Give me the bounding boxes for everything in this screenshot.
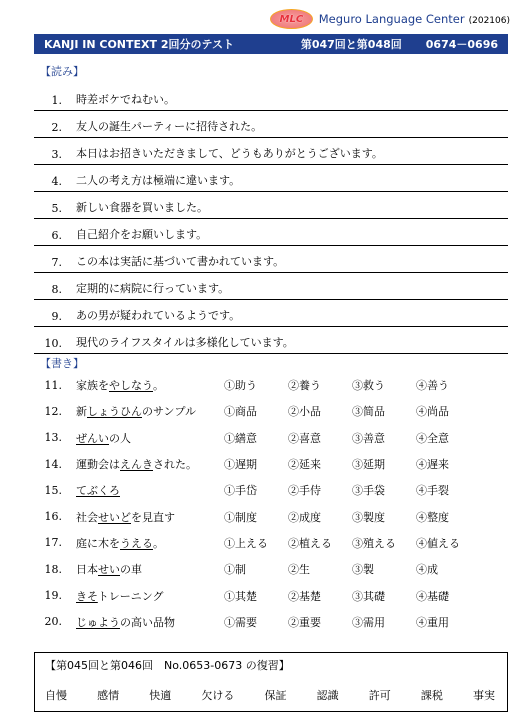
writing-item <box>34 425 508 451</box>
reading-item <box>34 219 508 246</box>
answer-option: ①遅期 <box>224 458 257 472</box>
review-words <box>45 687 495 703</box>
answer-option: ①上える <box>224 536 268 550</box>
writing-question <box>76 430 224 446</box>
item-number: 11. <box>44 378 62 392</box>
answer-option: ①需要 <box>224 615 257 629</box>
answer-option: ④手裂 <box>416 484 449 498</box>
title-left: KANJI IN CONTEXT 2回分のテスト <box>44 38 235 51</box>
question-target: せいど <box>98 510 131 524</box>
review-word: 事実 <box>473 689 495 702</box>
title-bar <box>34 34 508 54</box>
question-prefix: 家族を <box>76 379 109 393</box>
question-suffix: 。 <box>153 536 164 550</box>
answer-option: ①其楚 <box>224 589 257 603</box>
question-suffix: の車 <box>120 563 142 577</box>
review-word: 感情 <box>97 689 120 702</box>
answer-option: ③救う <box>352 379 385 393</box>
writing-question <box>76 377 224 393</box>
reading-sentence: 友人の誕生パーティーに招待された。 <box>76 120 263 133</box>
review-word: 認識 <box>316 689 339 702</box>
item-number: 20. <box>44 615 62 629</box>
item-number: 4. <box>51 175 62 188</box>
writing-item <box>34 582 508 608</box>
answer-option: ②延来 <box>288 458 321 472</box>
writing-item <box>34 477 508 503</box>
reading-item <box>34 138 508 165</box>
reading-sentence: 自己紹介をお願いします。 <box>76 228 208 241</box>
answer-option: ①助う <box>224 379 257 393</box>
question-target: ぜんい <box>76 431 109 445</box>
reading-sentence: この本は実話に基づいて書かれています。 <box>76 255 285 268</box>
question-prefix: 庭に木を <box>76 536 120 550</box>
reading-item <box>34 246 508 273</box>
reading-list <box>34 84 508 354</box>
item-number: 1. <box>51 94 62 107</box>
question-target: やしなう <box>109 379 153 393</box>
review-word: 自慢 <box>45 689 67 702</box>
question-prefix: 新 <box>76 405 87 419</box>
question-suffix: 。 <box>153 379 164 393</box>
header <box>270 8 510 30</box>
item-number: 10. <box>44 337 62 350</box>
item-number: 2. <box>51 121 62 134</box>
answer-option: ③製 <box>352 563 374 577</box>
reading-item <box>34 327 508 354</box>
answer-option: ①繕意 <box>224 431 257 445</box>
mlc-logo: MLC <box>270 9 313 29</box>
answer-option: ③殖える <box>352 536 396 550</box>
item-number: 13. <box>44 431 62 445</box>
reading-sentence: 新しい食器を買いました。 <box>76 201 208 214</box>
question-target: じゅよう <box>76 615 120 629</box>
answer-option: ②小品 <box>288 405 321 419</box>
writing-question <box>76 614 224 630</box>
answer-option: ④整度 <box>416 510 449 524</box>
item-number: 7. <box>51 256 62 269</box>
answer-option: ②生 <box>288 563 310 577</box>
writing-item <box>34 398 508 424</box>
writing-question <box>76 456 224 472</box>
item-number: 12. <box>44 404 62 418</box>
writing-question <box>76 509 224 525</box>
answer-option: ④基礎 <box>416 589 449 603</box>
reading-item <box>34 192 508 219</box>
item-number: 8. <box>51 283 62 296</box>
answer-option: ④尚品 <box>416 405 449 419</box>
question-target: うえる <box>120 536 153 550</box>
answer-option: ③其礎 <box>352 589 385 603</box>
answer-option: ①商品 <box>224 405 257 419</box>
writing-item <box>34 609 508 635</box>
question-prefix: 社会 <box>76 510 98 524</box>
answer-option: ③善意 <box>352 431 385 445</box>
review-word: 快適 <box>149 689 172 702</box>
title-range: 0674－0696 <box>425 38 498 51</box>
answer-option: ②重要 <box>288 615 321 629</box>
question-target: しょうひん <box>87 405 142 419</box>
org-code: (202106) <box>468 16 510 26</box>
review-word: 課税 <box>420 689 443 702</box>
answer-option: ②手侍 <box>288 484 321 498</box>
review-word: 欠ける <box>201 689 235 702</box>
answer-option: ②成度 <box>288 510 321 524</box>
reading-sentence: 二人の考え方は極端に違います。 <box>76 174 241 187</box>
question-target: えんき <box>120 458 153 472</box>
reading-item <box>34 165 508 192</box>
answer-option: ④成 <box>416 563 438 577</box>
answer-option: ②養う <box>288 379 321 393</box>
writing-item <box>34 530 508 556</box>
question-suffix: の高い品物 <box>120 615 175 629</box>
question-prefix: 運動会は <box>76 458 120 472</box>
answer-option: ①制 <box>224 563 246 577</box>
item-number: 17. <box>44 536 62 550</box>
answer-option: ③延期 <box>352 458 385 472</box>
writing-question <box>76 535 224 551</box>
question-suffix: を見直す <box>131 510 175 524</box>
item-number: 5. <box>51 202 62 215</box>
writing-item <box>34 372 508 398</box>
answer-option: ④値える <box>416 536 460 550</box>
answer-option: ③手袋 <box>352 484 385 498</box>
review-word: 許可 <box>368 689 391 702</box>
writing-question <box>76 482 224 498</box>
question-suffix: の人 <box>109 431 131 445</box>
answer-option: ②基楚 <box>288 589 321 603</box>
question-suffix: のサンプル <box>142 405 197 419</box>
question-target: せい <box>98 563 120 577</box>
answer-option: ①手岱 <box>224 484 257 498</box>
answer-option: ③简品 <box>352 405 385 419</box>
writing-item <box>34 503 508 529</box>
answer-option: ④重用 <box>416 615 449 629</box>
reading-sentence: あの男が疑われているようです。 <box>76 309 241 322</box>
answer-option: ②喜意 <box>288 431 321 445</box>
answer-option: ③需用 <box>352 615 385 629</box>
writing-question <box>76 403 224 419</box>
title-middle: 第047回と第048回 <box>300 38 402 51</box>
item-number: 15. <box>44 483 62 497</box>
review-box <box>34 652 508 712</box>
item-number: 14. <box>44 457 62 471</box>
answer-option: ④善う <box>416 379 449 393</box>
answer-option: ③製度 <box>352 510 385 524</box>
review-word: 保証 <box>264 689 287 702</box>
reading-item <box>34 84 508 111</box>
writing-list <box>34 372 508 635</box>
writing-item <box>34 451 508 477</box>
question-target: きそ <box>76 589 98 603</box>
answer-option: ④全意 <box>416 431 449 445</box>
question-target: てぶくろ <box>76 484 120 498</box>
question-prefix: 日本 <box>76 563 98 577</box>
item-number: 16. <box>44 510 62 524</box>
writing-question <box>76 561 224 577</box>
writing-question <box>76 588 224 604</box>
writing-label: 【書き】 <box>40 357 84 370</box>
item-number: 9. <box>51 310 62 323</box>
org-name: Meguro Language Center (202106) <box>318 12 510 26</box>
question-suffix: トレーニング <box>97 589 164 603</box>
item-number: 6. <box>51 229 62 242</box>
reading-sentence: 定期的に病院に行っています。 <box>76 282 230 295</box>
item-number: 3. <box>51 148 62 161</box>
reading-item <box>34 273 508 300</box>
answer-option: ①制度 <box>224 510 257 524</box>
reading-label: 【読み】 <box>40 65 84 78</box>
answer-option: ④遅来 <box>416 458 449 472</box>
reading-sentence: 本日はお招きいただきまして、どうもありがとうございます。 <box>76 147 383 160</box>
question-suffix: された。 <box>153 458 197 472</box>
item-number: 18. <box>44 562 62 576</box>
reading-item <box>34 111 508 138</box>
reading-item <box>34 300 508 327</box>
answer-option: ②植える <box>288 536 332 550</box>
writing-item <box>34 556 508 582</box>
item-number: 19. <box>44 589 62 603</box>
reading-sentence: 時差ボケでねむい。 <box>76 93 175 106</box>
review-title: 【第045回と第046回 No.0653-0673 の復習】 <box>45 659 290 672</box>
reading-sentence: 現代のライフスタイルは多様化しています。 <box>76 336 294 349</box>
